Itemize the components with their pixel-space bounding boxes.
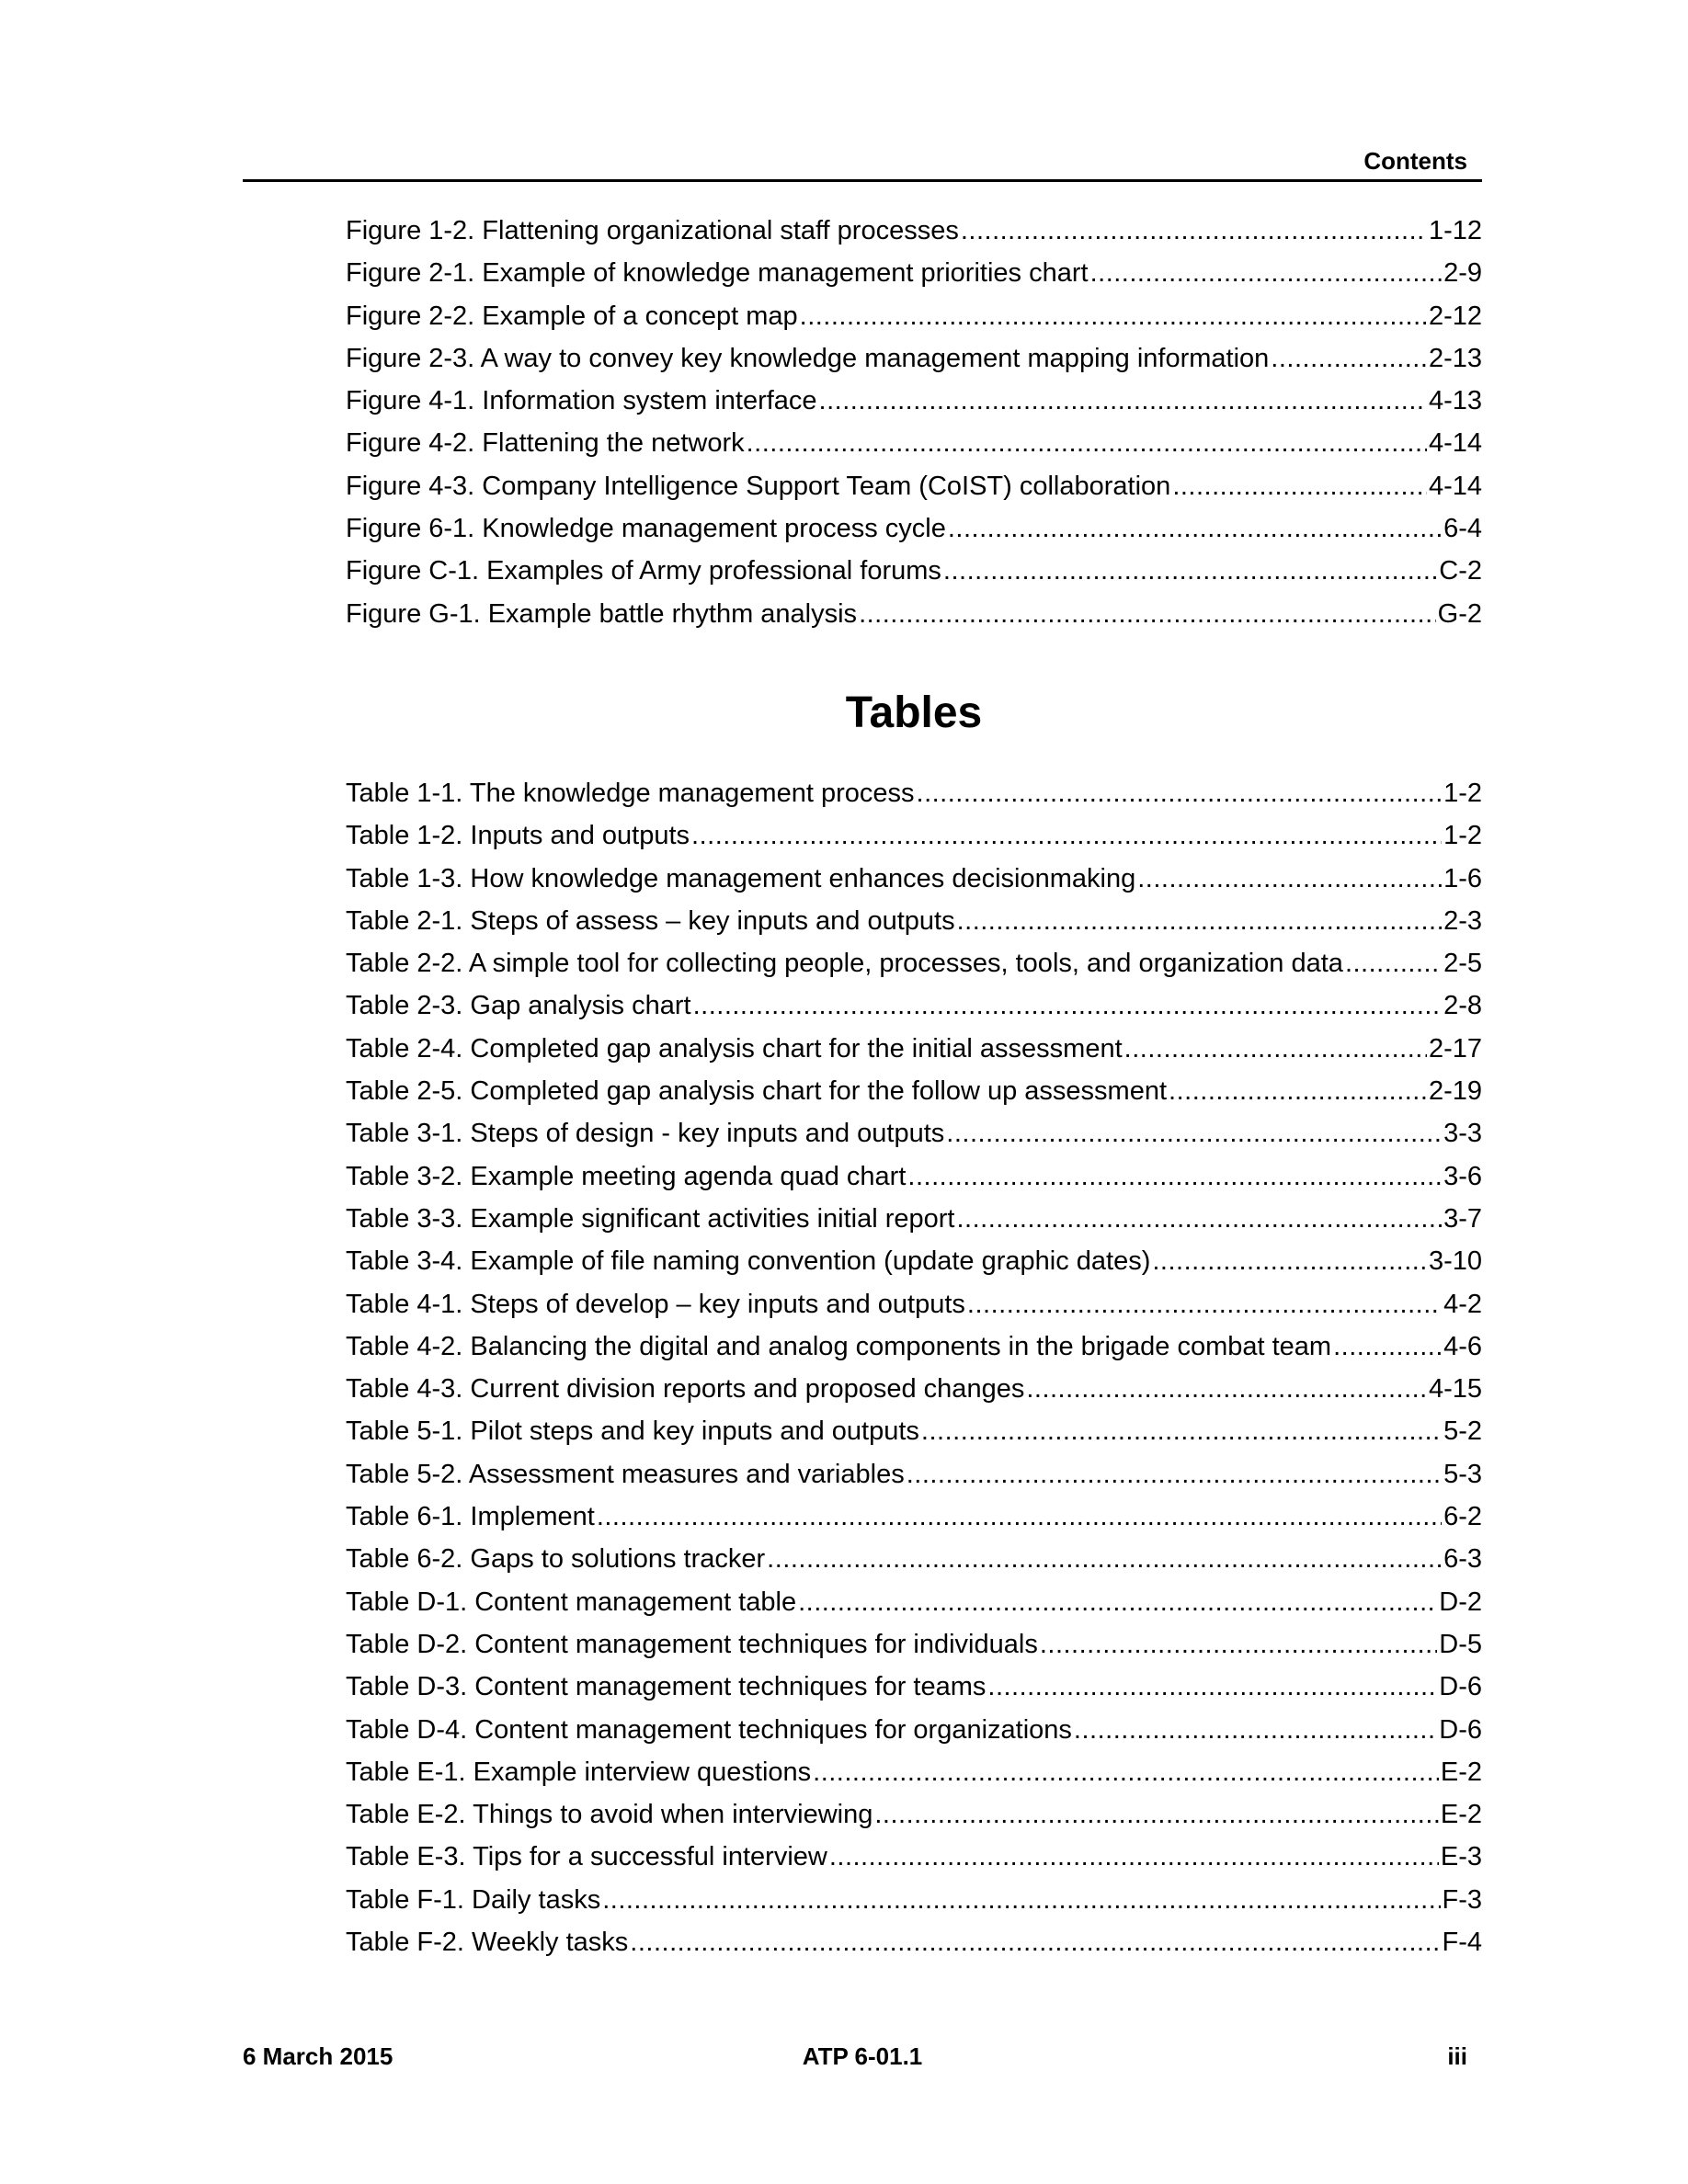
table-entry[interactable] — [346, 1453, 1482, 1496]
figure-title: Figure 2-2. Example of a concept map — [346, 301, 798, 331]
table-page-number: D-5 — [1439, 1629, 1482, 1659]
dot-leader — [829, 1836, 1439, 1878]
figure-title: Figure 6-1. Knowledge management process cycle — [346, 514, 946, 544]
figure-page-number: 4-13 — [1428, 386, 1482, 416]
table-entry[interactable] — [346, 772, 1482, 814]
table-entry[interactable] — [346, 942, 1482, 984]
figure-title: Figure G-1. Example battle rhythm analysis — [346, 598, 858, 629]
figure-page-number: 2-12 — [1428, 301, 1482, 331]
table-title: Table 6-1. Implement — [346, 1502, 595, 1532]
footer-publication: ATP 6-01.1 — [802, 2042, 923, 2070]
dot-leader — [1169, 1070, 1427, 1112]
table-page-number: 5-2 — [1443, 1416, 1482, 1447]
dot-leader — [1124, 1028, 1427, 1070]
table-entry[interactable] — [346, 1325, 1482, 1368]
table-page-number: 2-3 — [1443, 905, 1482, 936]
table-entry[interactable] — [346, 1410, 1482, 1452]
table-title: Table 6-2. Gaps to solutions tracker — [346, 1544, 766, 1575]
table-page-number: E-3 — [1440, 1842, 1482, 1872]
figure-entry[interactable] — [346, 593, 1482, 635]
table-title: Table D-1. Content management table — [346, 1587, 797, 1617]
figure-title: Figure 1-2. Flattening organizational staff processes — [346, 216, 959, 245]
table-title: Table 1-3. How knowledge management enhances decisionmaking — [346, 863, 1136, 893]
dot-leader — [800, 295, 1427, 337]
dot-leader — [1271, 337, 1427, 380]
table-title: Table 2-5. Completed gap analysis chart for the follow up assessment — [346, 1076, 1168, 1107]
table-title: Table 4-1. Steps of develop – key inputs and outputs — [346, 1289, 965, 1319]
figure-entry[interactable] — [346, 465, 1482, 507]
dot-leader — [747, 422, 1427, 464]
dot-leader — [956, 1198, 1442, 1240]
dot-leader — [630, 1921, 1440, 1963]
figure-entry[interactable] — [346, 337, 1482, 380]
figure-page-number: G-2 — [1437, 598, 1482, 629]
figure-entry[interactable] — [346, 550, 1482, 592]
table-page-number: 2-8 — [1443, 991, 1482, 1021]
table-page-number: E-2 — [1440, 1800, 1482, 1830]
table-title: Table F-2. Weekly tasks — [346, 1928, 629, 1958]
table-title: Table 3-1. Steps of design - key inputs and outputs — [346, 1119, 945, 1149]
dot-leader — [987, 1666, 1437, 1708]
table-title: Table 2-1. Steps of assess – key inputs and outputs — [346, 905, 955, 936]
figure-title: Figure 2-3. A way to convey key knowledge management mapping information — [346, 343, 1270, 373]
figure-entry[interactable] — [346, 380, 1482, 422]
figure-entry[interactable] — [346, 295, 1482, 337]
dot-leader — [943, 550, 1437, 592]
table-entry[interactable] — [346, 1240, 1482, 1282]
footer-date: 6 March 2015 — [243, 2042, 393, 2070]
figure-entry[interactable] — [346, 210, 1482, 252]
table-entry[interactable] — [346, 1155, 1482, 1198]
table-page-number: 3-10 — [1428, 1246, 1482, 1277]
figure-title: Figure 4-1. Information system interface — [346, 386, 817, 416]
table-page-number: 3-3 — [1443, 1119, 1482, 1149]
table-page-number: 3-6 — [1443, 1161, 1482, 1191]
dot-leader — [1333, 1325, 1442, 1368]
dot-leader — [602, 1879, 1440, 1921]
table-title: Table 5-2. Assessment measures and variables — [346, 1459, 905, 1489]
dot-leader — [1152, 1240, 1427, 1282]
dot-leader — [946, 1112, 1442, 1155]
table-page-number: 6-3 — [1443, 1544, 1482, 1575]
table-entry[interactable] — [346, 1198, 1482, 1240]
figure-entry[interactable] — [346, 422, 1482, 464]
table-entry[interactable] — [346, 984, 1482, 1027]
table-title: Table 4-2. Balancing the digital and analog components in the brigade combat team — [346, 1331, 1332, 1361]
dot-leader — [961, 210, 1427, 252]
table-page-number: D-6 — [1439, 1672, 1482, 1702]
table-title: Table E-1. Example interview questions — [346, 1757, 812, 1787]
dot-leader — [597, 1496, 1442, 1538]
table-title: Table 3-3. Example significant activities initial report — [346, 1203, 955, 1234]
table-title: Table F-1. Daily tasks — [346, 1884, 601, 1915]
table-entry[interactable] — [346, 1879, 1482, 1921]
figure-page-number: C-2 — [1439, 556, 1482, 586]
table-title: Table D-4. Content management techniques for organizations — [346, 1714, 1072, 1745]
table-title: Table E-2. Things to avoid when interviewing — [346, 1800, 873, 1830]
table-entry[interactable] — [346, 1112, 1482, 1155]
table-entry[interactable] — [346, 900, 1482, 942]
table-title: Table 1-1. The knowledge management process — [346, 779, 915, 808]
table-entry[interactable] — [346, 1581, 1482, 1623]
figure-page-number: 2-13 — [1428, 343, 1482, 373]
table-entry[interactable] — [346, 1921, 1482, 1963]
dot-leader — [859, 593, 1436, 635]
table-title: Table 5-1. Pilot steps and key inputs and outputs — [346, 1416, 919, 1447]
table-title: Table 2-2. A simple tool for collecting people, processes, tools, and organization data — [346, 949, 1343, 979]
table-entry[interactable] — [346, 1368, 1482, 1410]
dot-leader — [948, 507, 1442, 550]
running-header-label: Contents — [1363, 147, 1467, 175]
table-page-number: 2-17 — [1428, 1033, 1482, 1064]
table-page-number: D-2 — [1439, 1587, 1482, 1617]
table-page-number: 1-2 — [1443, 779, 1482, 808]
dot-leader — [813, 1751, 1439, 1793]
figure-title: Figure C-1. Examples of Army professional forums — [346, 556, 941, 586]
dot-leader — [874, 1793, 1439, 1836]
dot-leader — [1137, 858, 1442, 900]
dot-leader — [1090, 252, 1443, 294]
table-page-number: 4-15 — [1428, 1374, 1482, 1405]
table-entry[interactable] — [346, 1496, 1482, 1538]
figure-page-number: 6-4 — [1443, 514, 1482, 544]
table-entry[interactable] — [346, 1793, 1482, 1836]
table-entry[interactable] — [346, 1070, 1482, 1112]
dot-leader — [1345, 942, 1442, 984]
table-entry[interactable] — [346, 1836, 1482, 1878]
dot-leader — [819, 380, 1427, 422]
table-page-number: 1-6 — [1443, 863, 1482, 893]
table-entry[interactable] — [346, 1709, 1482, 1751]
header-rule — [243, 179, 1482, 182]
dot-leader — [1026, 1368, 1427, 1410]
table-entry[interactable] — [346, 1538, 1482, 1580]
table-entry[interactable] — [346, 858, 1482, 900]
table-page-number: F-3 — [1442, 1884, 1482, 1915]
table-page-number: 6-2 — [1443, 1502, 1482, 1532]
table-title: Table E-3. Tips for a successful interview — [346, 1842, 827, 1872]
table-page-number: 4-2 — [1443, 1289, 1482, 1319]
dot-leader — [907, 1155, 1442, 1198]
dot-leader — [693, 984, 1442, 1027]
table-entry[interactable] — [346, 1666, 1482, 1708]
table-title: Table 2-3. Gap analysis chart — [346, 991, 691, 1021]
figure-title: Figure 4-2. Flattening the network — [346, 428, 745, 459]
table-title: Table 1-2. Inputs and outputs — [346, 821, 690, 851]
figure-page-number: 1-12 — [1428, 216, 1482, 245]
dot-leader — [798, 1581, 1437, 1623]
table-page-number: 5-3 — [1443, 1459, 1482, 1489]
table-page-number: 2-19 — [1428, 1076, 1482, 1107]
dot-leader — [1172, 465, 1427, 507]
dot-leader — [907, 1453, 1442, 1496]
dot-leader — [957, 900, 1443, 942]
table-title: Table D-3. Content management techniques for teams — [346, 1672, 987, 1702]
figure-page-number: 2-9 — [1443, 258, 1482, 289]
table-page-number: 2-5 — [1443, 949, 1482, 979]
table-page-number: 1-2 — [1443, 821, 1482, 851]
figure-page-number: 4-14 — [1428, 428, 1482, 459]
dot-leader — [1074, 1709, 1437, 1751]
table-entry[interactable] — [346, 814, 1482, 857]
table-entry[interactable] — [346, 1028, 1482, 1070]
table-entry[interactable] — [346, 1283, 1482, 1325]
table-page-number: 4-6 — [1443, 1331, 1482, 1361]
dot-leader — [691, 814, 1442, 857]
dot-leader — [767, 1538, 1442, 1580]
figure-title: Figure 4-3. Company Intelligence Support Team (CoIST) collaboration — [346, 471, 1171, 501]
figure-entry[interactable] — [346, 507, 1482, 550]
dot-leader — [921, 1410, 1442, 1452]
table-title: Table 2-4. Completed gap analysis chart for the initial assessment — [346, 1033, 1123, 1064]
table-entry[interactable] — [346, 1751, 1482, 1793]
list-of-tables — [346, 772, 1482, 1963]
dot-leader — [967, 1283, 1442, 1325]
list-of-figures — [346, 210, 1482, 635]
dot-leader — [1040, 1623, 1437, 1666]
table-title: Table 4-3. Current division reports and proposed changes — [346, 1374, 1025, 1405]
table-page-number: 3-7 — [1443, 1203, 1482, 1234]
table-title: Table 3-2. Example meeting agenda quad chart — [346, 1161, 907, 1191]
table-title: Table 3-4. Example of file naming convention (update graphic dates) — [346, 1246, 1151, 1277]
figure-title: Figure 2-1. Example of knowledge management priorities chart — [346, 258, 1089, 289]
table-page-number: F-4 — [1442, 1928, 1482, 1958]
table-entry[interactable] — [346, 1623, 1482, 1666]
figure-entry[interactable] — [346, 252, 1482, 294]
figure-page-number: 4-14 — [1428, 471, 1482, 501]
dot-leader — [917, 772, 1443, 814]
table-page-number: D-6 — [1439, 1714, 1482, 1745]
table-title: Table D-2. Content management techniques for individuals — [346, 1629, 1038, 1659]
footer-page-number: iii — [1447, 2042, 1467, 2070]
tables-heading: Tables — [845, 688, 983, 737]
table-page-number: E-2 — [1440, 1757, 1482, 1787]
